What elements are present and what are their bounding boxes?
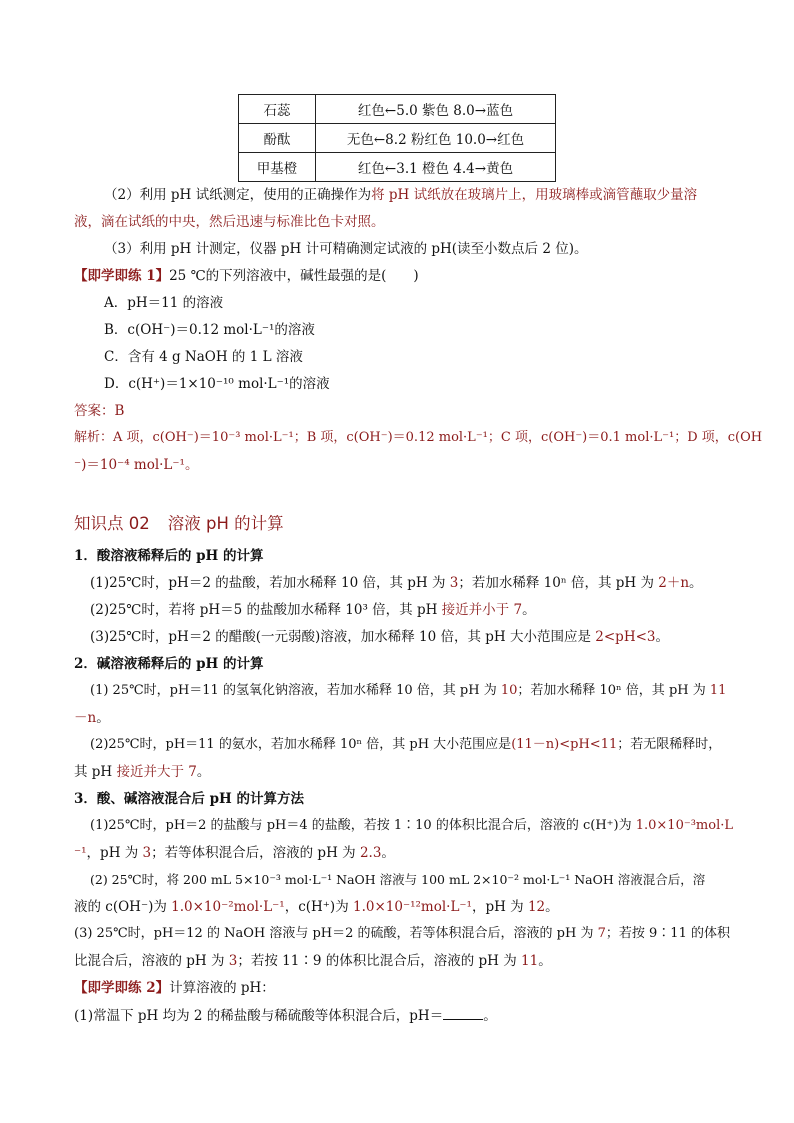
- part2-line1: （2）利用 pH 试纸测定，使用的正确操作为将 pH 试纸放在玻璃片上，用玻璃棒或滴管蘸取少量溶: [104, 187, 698, 203]
- mixing-line1: (1)25℃时，pH＝2 的盐酸与 pH＝4 的盐酸，若按 1∶10 的体积比混合后，溶液的 c(H⁺)为 1.0×10⁻³mol·L: [90, 818, 733, 833]
- table-row: [239, 124, 556, 153]
- answer-blank[interactable]: [443, 1005, 483, 1020]
- analysis-line2: ⁻)＝10⁻⁴ mol·L⁻¹。: [74, 457, 199, 473]
- acid-heading: 1．酸溶液稀释后的 pH 的计算: [74, 548, 264, 564]
- option-a: A．pH＝11 的溶液: [104, 295, 224, 311]
- base-line1-cont: －n。: [74, 710, 110, 726]
- base-line2-cont: 其 pH 接近并大于 7。: [74, 764, 211, 780]
- practice1-question: 【即学即练 1】25 ℃的下列溶液中，碱性最强的是( ): [74, 268, 419, 284]
- base-line2: (2)25℃时，pH＝11 的氨水，若加水稀释 10ⁿ 倍，其 pH 大小范围应是(11－n)<pH<11；若无限稀释时，: [90, 737, 722, 752]
- part2-line2: 液，滴在试纸的中央，然后迅速与标准比色卡对照。: [74, 214, 385, 230]
- part3-line: （3）利用 pH 计测定，仪器 pH 计可精确测定试液的 pH(读至小数点后 2 位)。: [104, 241, 588, 257]
- section-label: 知识点 02: [74, 514, 150, 533]
- mixing-line2: (2) 25℃时，将 200 mL 5×10⁻³ mol·L⁻¹ NaOH 溶液与 100 mL 2×10⁻² mol·L⁻¹ NaOH 溶液混合后，溶: [90, 872, 706, 887]
- indicator-range: 红色←3.1 橙色 4.4→黄色: [316, 153, 556, 182]
- practice2-q1: (1)常温下 pH 均为 2 的稀盐酸与稀硫酸等体积混合后，pH＝ 。: [74, 1005, 497, 1026]
- section-heading: [74, 510, 284, 534]
- section-title: 溶液 pH 的计算: [167, 514, 284, 533]
- answer: 答案：B: [74, 403, 125, 419]
- option-c: C．含有 4 g NaOH 的 1 L 溶液: [104, 349, 303, 365]
- acid-line3: (3)25℃时，pH＝2 的醋酸(一元弱酸)溶液，加水稀释 10 倍，其 pH 大小范围应是 2<pH<3。: [90, 629, 669, 645]
- mixing-line2-cont: 液的 c(OH⁻)为 1.0×10⁻²mol·L⁻¹，c(H⁺)为 1.0×10⁻¹²mol·L⁻¹，pH 为 12。: [74, 899, 559, 915]
- acid-line2: (2)25℃时，若将 pH＝5 的盐酸加水稀释 10³ 倍，其 pH 接近并小于 7。: [90, 602, 536, 618]
- indicator-table: [238, 94, 556, 182]
- mixing-heading: 3．酸、碱溶液混合后 pH 的计算方法: [74, 791, 304, 807]
- option-b: B．c(OH⁻)＝0.12 mol·L⁻¹的溶液: [104, 322, 315, 338]
- indicator-name: 酚酞: [239, 124, 316, 153]
- analysis-line1: 解析：A 项，c(OH⁻)＝10⁻³ mol·L⁻¹；B 项，c(OH⁻)＝0.12 mol·L⁻¹；C 项，c(OH⁻)＝0.1 mol·L⁻¹；D 项，c(OH: [74, 430, 763, 445]
- table-row: [239, 95, 556, 124]
- option-d: D．c(H⁺)＝1×10⁻¹⁰ mol·L⁻¹的溶液: [104, 376, 330, 392]
- practice2-question: 【即学即练 2】计算溶液的 pH：: [74, 980, 275, 996]
- indicator-name: 甲基橙: [239, 153, 316, 182]
- indicator-range: 无色←8.2 粉红色 10.0→红色: [316, 124, 556, 153]
- acid-line1: (1)25℃时，pH＝2 的盐酸，若加水稀释 10 倍，其 pH 为 3；若加水稀释 10ⁿ 倍，其 pH 为 2＋n。: [90, 575, 703, 591]
- base-line1: (1) 25℃时，pH＝11 的氢氧化钠溶液，若加水稀释 10 倍，其 pH 为 10；若加水稀释 10ⁿ 倍，其 pH 为 11: [90, 683, 727, 698]
- indicator-name: 石蕊: [239, 95, 316, 124]
- base-heading: 2．碱溶液稀释后的 pH 的计算: [74, 656, 264, 672]
- indicator-range: 红色←5.0 紫色 8.0→蓝色: [316, 95, 556, 124]
- mixing-line3: (3) 25℃时，pH＝12 的 NaOH 溶液与 pH＝2 的硫酸，若等体积混合后，溶液的 pH 为 7；若按 9∶11 的体积: [74, 926, 730, 941]
- mixing-line3-cont: 比混合后，溶液的 pH 为 3；若按 11∶9 的体积比混合后，溶液的 pH 为 11。: [74, 953, 552, 969]
- table-row: [239, 153, 556, 182]
- mixing-line1-cont: ⁻¹，pH 为 3；若等体积混合后，溶液的 pH 为 2.3。: [74, 845, 395, 861]
